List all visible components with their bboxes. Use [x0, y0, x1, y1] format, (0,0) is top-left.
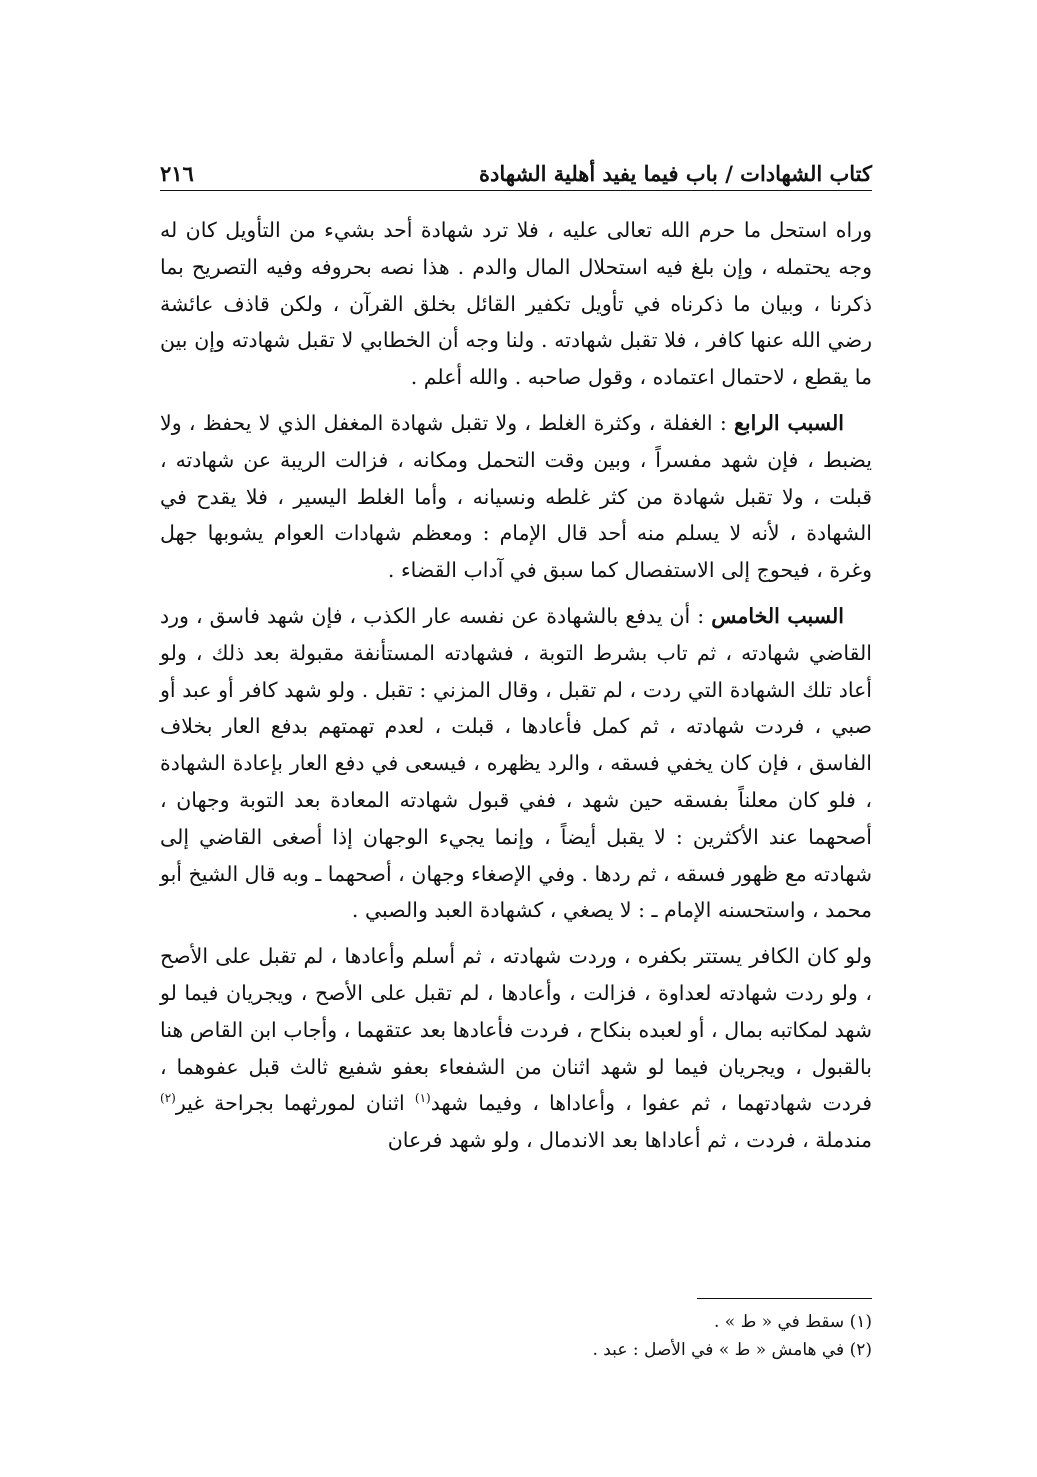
- footnote-marker-1: (١): [414, 1091, 431, 1106]
- paragraph-4-text-3: مندملة ، فردت ، ثم أعاداها بعد الاندمال ، ولو شهد فرعان: [387, 1128, 872, 1153]
- page-number: ٢١٦: [160, 161, 194, 186]
- paragraph-2: [160, 405, 872, 589]
- paragraph-3-text: : أن يدفع بالشهادة عن نفسه عار الكذب ، فإن شهد فاسق ، ورد القاضي شهادته ، ثم تاب بشرط التوبة ، فشهادته المستأنفة مقبولة بعد ذلك ، ولو أعاد تلك الشهادة التي ردت ، لم تقبل ، وقال المزني : تقبل . ولو شهد كافر أو عبد أو صبي ، فردت شهادته ، ثم كمل فأعادها ، قبلت ، لعدم تهمتهم بدفع العار بخلاف الفاسق ، فإن كان يخفي فسقه ، والرد يظهره ، فيسعى في دفع العار بإعادة الشهادة ، فلو كان معلناً بفسقه حين شهد ، ففي قبول شهادته المعادة بعد التوبة وجهان ، أصحهما عند الأكثرين : لا يقبل أيضاً ، وإنما يجيء الوجهان إذا أصغى القاضي إلى شهادته مع ظهور فسقه ، ثم ردها . وفي الإصغاء وجهان ، أصحهما ـ وبه قال الشيخ أبو محمد ، واستحسنه الإمام ـ : لا يصغي ، كشهادة العبد والصبي .: [160, 603, 872, 923]
- book-page: [160, 0, 872, 1477]
- footnote-marker-2: (٢): [160, 1091, 176, 1106]
- paragraph-4: [160, 938, 872, 1159]
- paragraph-3: [160, 598, 872, 929]
- footnote-1: (١) سقط في « ط » .: [713, 1312, 872, 1332]
- body-text: [160, 212, 872, 1168]
- section-heading-fifth-cause: السبب الخامس: [711, 603, 844, 628]
- footnote-separator: [697, 1298, 872, 1299]
- paragraph-1: وراه استحل ما حرم الله تعالى عليه ، فلا ترد شهادة أحد بشيء من التأويل كان له وجه يحتمله ، وإن بلغ فيه استحلال المال والدم . هذا نصه بحروفه وفيه التصريح بما ذكرنا ، وبيان ما ذكرناه في تأويل تكفير القائل بخلق القرآن ، ولكن قاذف عائشة رضي الله عنها كافر ، فلا تقبل شهادته . ولنا وجه أن الخطابي لا تقبل شهادته وإن بين ما يقطع ، لاحتمال اعتماده ، وقول صاحبه . والله أعلم .: [160, 218, 872, 390]
- paragraph-4-text-1: ولو كان الكافر يستتر بكفره ، وردت شهادته ، ثم أسلم وأعادها ، لم تقبل على الأصح ، ولو ردت شهادته لعداوة ، فزالت ، وأعادها ، لم تقبل على الأصح ، ويجريان فيما لو شهد لمكاتبه بمال ، أو لعبده بنكاح ، فردت فأعادها بعد عتقهما ، وأجاب ابن القاص هنا بالقبول ، ويجريان فيما لو شهد اثنان من الشفعاء بعفو شفيع ثالث قبل عفوهما ، فردت شهادتهما ، ثم عفوا ، وأعاداها ، وفيما شهد: [160, 944, 872, 1116]
- page-header: [160, 147, 872, 191]
- running-title: كتاب الشهادات / باب فيما يفيد أهلية الشهادة: [479, 161, 872, 186]
- footnotes: [160, 1308, 872, 1364]
- paragraph-2-text: : الغفلة ، وكثرة الغلط ، ولا تقبل شهادة المغفل الذي لا يحفظ ، ولا يضبط ، فإن شهد مفسراً ، وبين وقت التحمل ومكانه ، فزالت الريبة عن شهادته ، قبلت ، ولا تقبل شهادة من كثر غلطه ونسيانه ، وأما الغلط اليسير ، فلا يقدح في الشهادة ، لأنه لا يسلم منه أحد قال الإمام : ومعظم شهادات العوام يشوبها جهل وغرة ، فيحوج إلى الاستفصال كما سبق في آداب القضاء .: [160, 410, 872, 583]
- paragraph-4-text-2: اثنان لمورثهما بجراحة غير: [175, 1091, 415, 1116]
- footnote-2: (٢) في هامش « ط » في الأصل : عبد .: [592, 1340, 872, 1360]
- section-heading-fourth-cause: السبب الرابع: [734, 410, 844, 435]
